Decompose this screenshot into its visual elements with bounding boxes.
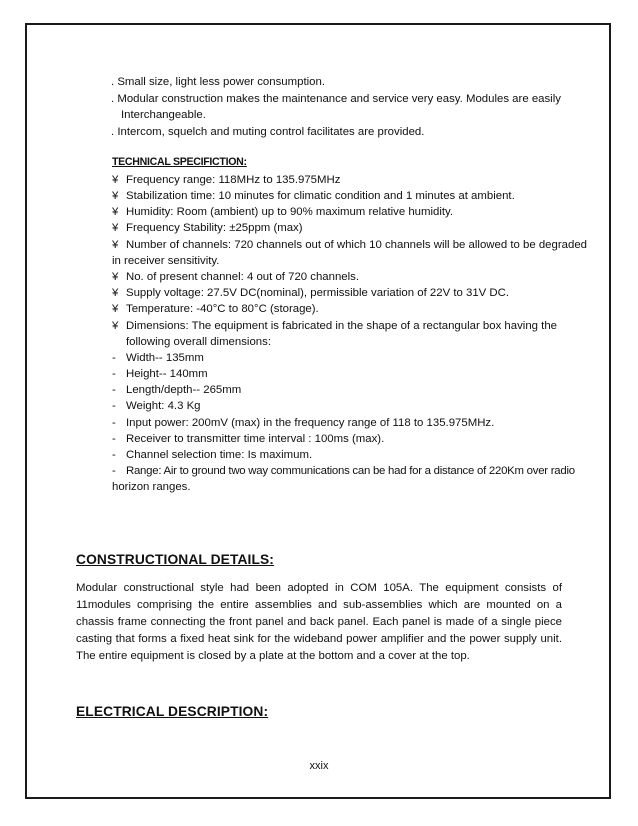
constructional-details-heading: CONSTRUCTIONAL DETAILS: [76,552,275,567]
dimension-item: - Height-- 140mm [112,368,208,380]
spec-item: ¥ Supply voltage: 27.5V DC(nominal), permissible variation of 22V to 31V DC. [112,287,510,299]
dimension-item-continued: horizon ranges. [112,481,191,493]
constructional-details-paragraph: Modular constructional style had been adopted in COM 105A. The equipment consists of 11modules comprising the entire assemblies and sub-assemblies which are mounted on a chassis frame connecting the front panel and back panel. Each panel is made of a single piece casting that forms a fixed heat sink for the wideband power amplifier and the power supply unit. The entire equipment is closed by a plate at the bottom and a cover at the top. [76,582,562,662]
spec-item: ¥ Dimensions: The equipment is fabricated in the shape of a rectangular box having the [112,320,557,332]
dimension-item: - Range: Air to ground two way communications can be had for a distance of 220Km over radio [112,465,575,477]
spec-item-continued: in receiver sensitivity. [112,255,220,267]
technical-specification-heading: TECHNICAL SPECIFICTION: [112,156,247,168]
spec-item: ¥ Stabilization time: 10 minutes for climatic condition and 1 minutes at ambient. [112,190,515,202]
feature-line: . Intercom, squelch and muting control facilitates are provided. [111,126,425,138]
dimension-item: - Receiver to transmitter time interval : 100ms (max). [112,433,385,445]
feature-line: Interchangeable. [121,109,206,121]
dimension-item: - Weight: 4.3 Kg [112,400,201,412]
electrical-description-heading: ELECTRICAL DESCRIPTION: [76,704,269,719]
feature-line: . Modular construction makes the maintenance and service very easy. Modules are easily [111,93,561,105]
page-number: xxix [309,760,329,772]
spec-item: ¥ No. of present channel: 4 out of 720 channels. [112,271,360,283]
dimension-item: - Width-- 135mm [112,352,204,364]
spec-item: ¥ Humidity: Room (ambient) up to 90% maximum relative humidity. [112,206,454,218]
spec-item: ¥ Frequency Stability: ±25ppm (max) [112,222,303,234]
spec-item: ¥ Number of channels: 720 channels out of which 10 channels will be allowed to be degraded [112,239,587,251]
dimension-item: - Length/depth-- 265mm [112,384,242,396]
spec-item-continued: following overall dimensions: [126,336,271,348]
dimension-item: - Channel selection time: Is maximum. [112,449,313,461]
feature-line: . Small size, light less power consumption. [111,76,325,88]
spec-item: ¥ Frequency range: 118MHz to 135.975MHz [112,174,341,186]
dimension-item: - Input power: 200mV (max) in the frequency range of 118 to 135.975MHz. [112,417,495,429]
spec-item: ¥ Temperature: -40°C to 80°C (storage). [112,303,319,315]
